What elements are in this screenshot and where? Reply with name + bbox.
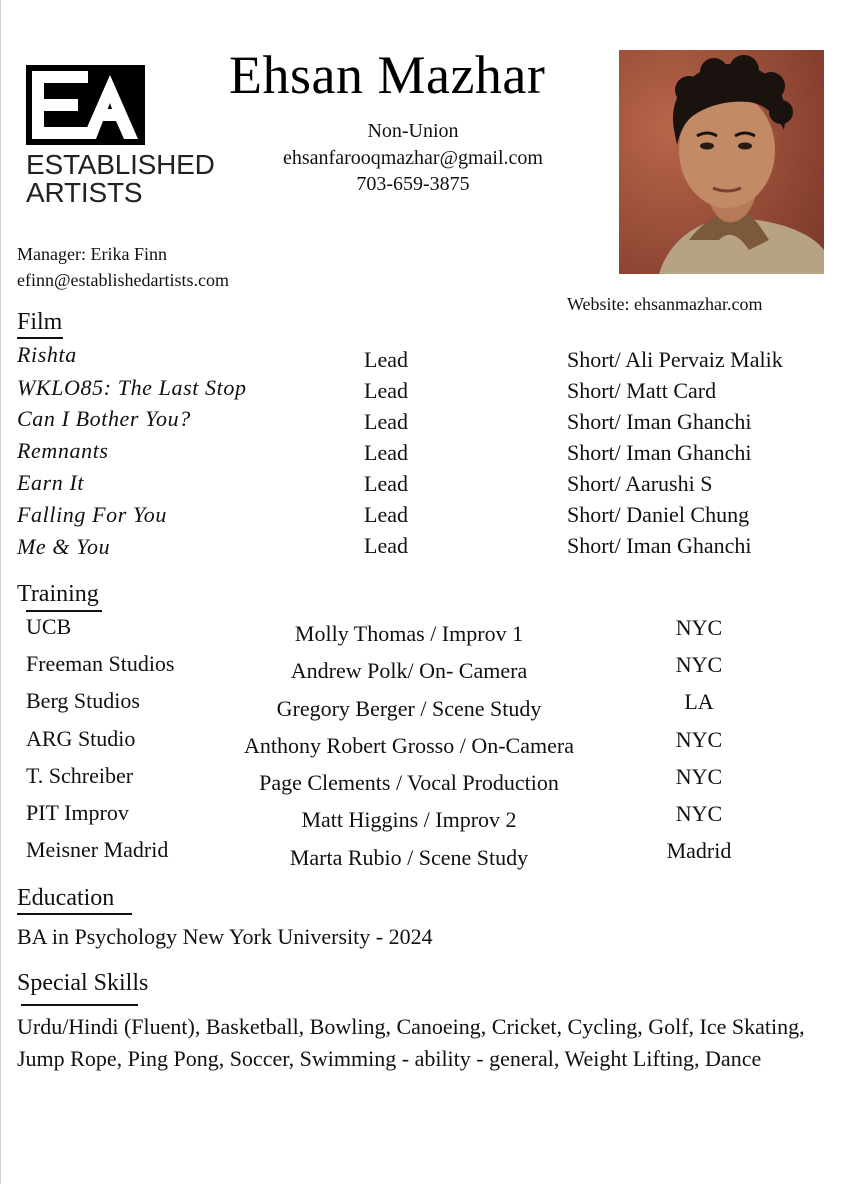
education-heading-underline [17, 913, 132, 915]
ea-logo-mark [26, 65, 145, 145]
film-role: Lead [364, 471, 408, 496]
agency-logo [26, 65, 216, 210]
film-credit: Short/ Iman Ghanchi [567, 533, 752, 558]
training-teacher: Andrew Polk/ On- Camera [290, 658, 528, 683]
manager-name: Manager: Erika Finn [17, 244, 167, 264]
film-title: Earn It [17, 470, 85, 495]
training-location: Madrid [666, 838, 732, 863]
film-role: Lead [364, 347, 408, 372]
manager-email: efinn@establishedartists.com [17, 270, 230, 290]
education-heading: Education [17, 885, 115, 911]
training-heading: Training [17, 581, 99, 607]
film-credit: Short/ Matt Card [567, 378, 717, 403]
film-role: Lead [364, 409, 408, 434]
training-teacher: Gregory Berger / Scene Study [276, 696, 542, 721]
website: Website: ehsanmazhar.com [567, 294, 763, 314]
training-location: NYC [675, 727, 723, 752]
training-heading-underline [26, 610, 102, 612]
training-school: PIT Improv [26, 800, 129, 825]
actor-name: Ehsan Mazhar [229, 45, 546, 105]
film-heading: Film [17, 309, 63, 335]
training-teacher: Molly Thomas / Improv 1 [294, 621, 524, 646]
training-school: Meisner Madrid [26, 837, 169, 862]
agency-name-line1: ESTABLISHED [26, 149, 215, 180]
film-heading-underline [17, 337, 63, 339]
phone: 703-659-3875 [356, 173, 470, 195]
film-role: Lead [364, 378, 408, 403]
training-teacher: Anthony Robert Grosso / On-Camera [244, 733, 574, 758]
training-location: NYC [675, 764, 723, 789]
film-credit: Short/ Iman Ghanchi [567, 409, 752, 434]
film-title: WKLO85: The Last Stop [17, 375, 247, 400]
training-location: LA [684, 689, 714, 714]
film-title: Can I Bother You? [17, 406, 191, 431]
film-credit: Short/ Aarushi S [567, 471, 713, 496]
film-credit: Short/ Ali Pervaiz Malik [567, 347, 783, 372]
film-title: Falling For You [17, 502, 167, 527]
training-school: Berg Studios [26, 688, 140, 713]
union-status: Non-Union [367, 120, 459, 142]
film-role: Lead [364, 502, 408, 527]
training-teacher: Matt Higgins / Improv 2 [301, 807, 517, 832]
training-school: T. Schreiber [26, 763, 134, 788]
training-school: Freeman Studios [26, 651, 175, 676]
training-location: NYC [675, 652, 723, 677]
email: ehsanfarooqmazhar@gmail.com [283, 147, 543, 169]
skills-heading: Special Skills [17, 970, 149, 996]
education-degree: BA in Psychology New York University - 2024 [17, 924, 433, 949]
agency-name-line2: ARTISTS [26, 177, 143, 208]
film-credit: Short/ Iman Ghanchi [567, 440, 752, 465]
film-role: Lead [364, 440, 408, 465]
skills-text: Urdu/Hindi (Fluent), Basketball, Bowling, Canoeing, Cricket, Cycling, Golf, Ice Skating, Jump Rope, Ping Pong, Soccer, Swimming - ability - general, Weight Lifting, Dance [17, 1014, 805, 1071]
film-title: Me & You [17, 534, 111, 559]
skills-heading-underline [21, 1004, 138, 1006]
film-role: Lead [364, 533, 408, 558]
film-credit: Short/ Daniel Chung [567, 502, 750, 527]
training-teacher: Marta Rubio / Scene Study [289, 845, 529, 870]
training-location: NYC [675, 615, 723, 640]
film-title: Rishta [17, 342, 77, 367]
headshot-photo [619, 50, 824, 274]
training-school: ARG Studio [26, 726, 136, 751]
training-school: UCB [26, 614, 72, 639]
training-location: NYC [675, 801, 723, 826]
film-title: Remnants [17, 438, 109, 463]
training-teacher: Page Clements / Vocal Production [259, 770, 559, 795]
